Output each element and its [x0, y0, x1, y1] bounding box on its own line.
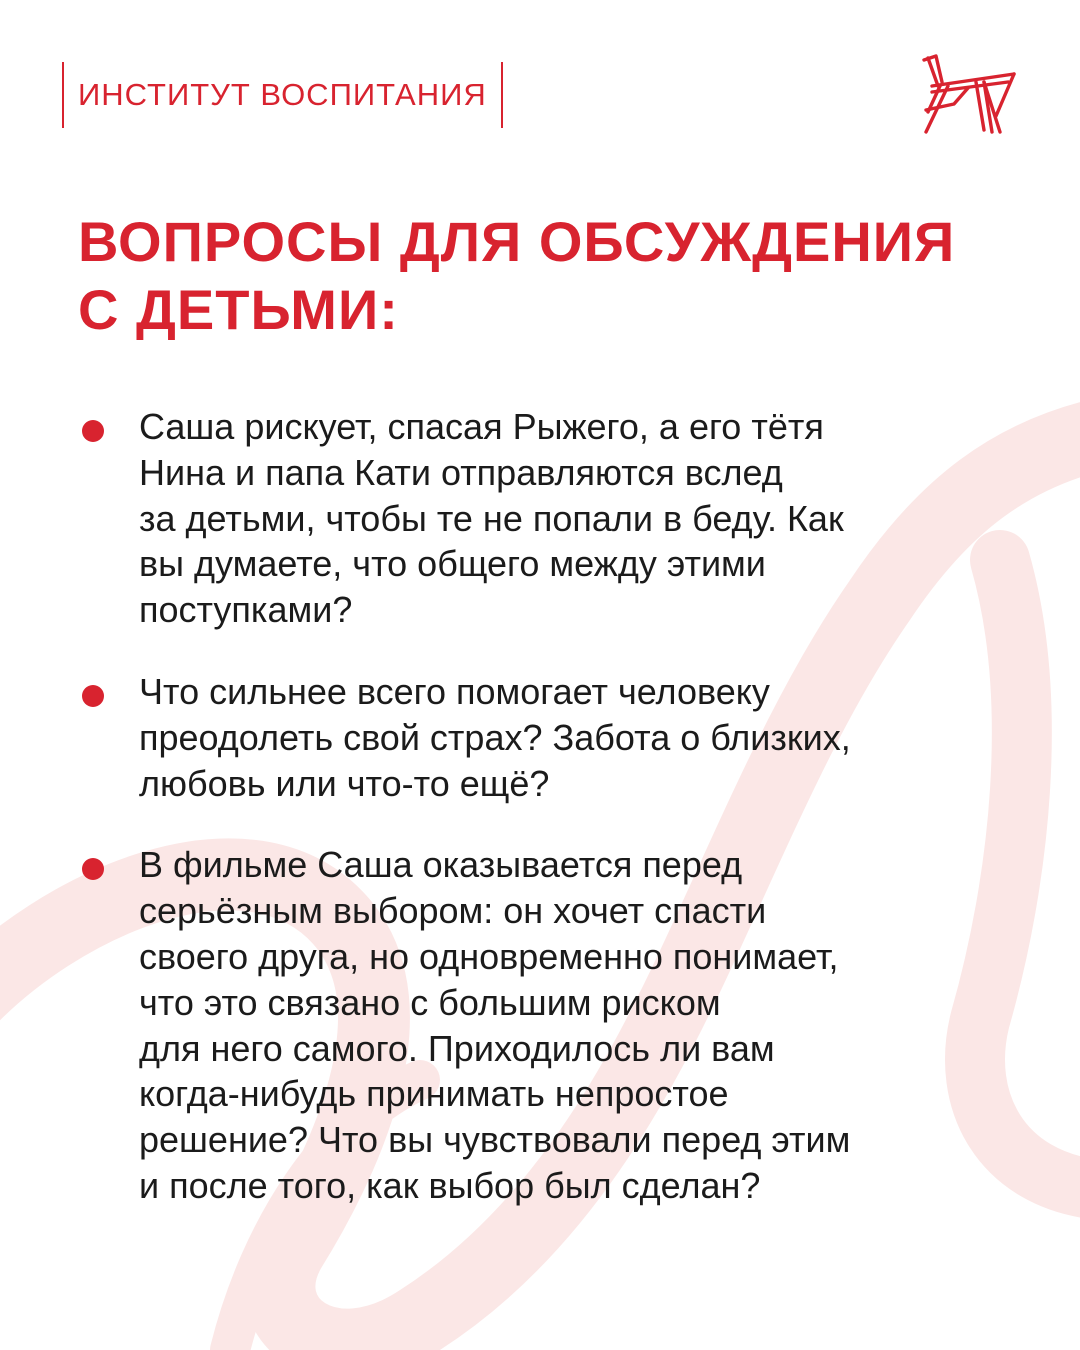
page-title: [78, 208, 1018, 344]
brand-divider-right: [501, 62, 503, 128]
bullet-dot-icon: [82, 685, 104, 707]
question-line: В фильме Саша оказывается перед: [139, 844, 743, 886]
brand-block: [62, 62, 503, 128]
title-line: С ДЕТЬМИ:: [78, 278, 399, 341]
question-line: вы думаете, что общего между этими: [139, 543, 766, 585]
question-line: преодолеть свой страх? Забота о близких,: [139, 716, 851, 758]
chair-horse-icon: [918, 52, 1020, 136]
question-line: своего друга, но одновременно понимает,: [139, 935, 839, 977]
brand-name: ИНСТИТУТ ВОСПИТАНИЯ: [78, 77, 487, 112]
bullet-dot-icon: [82, 420, 104, 442]
question-line: и после того, как выбор был сделан?: [139, 1164, 761, 1206]
question-line: поступками?: [139, 589, 353, 631]
question-line: для него самого. Приходилось ли вам: [139, 1027, 775, 1069]
question-item: [82, 404, 1002, 633]
bullet-dot-icon: [82, 858, 104, 880]
question-line: серьёзным выбором: он хочет спасти: [139, 890, 767, 932]
question-line: за детьми, чтобы те не попали в беду. Как: [139, 497, 844, 539]
question-item: [82, 842, 1002, 1208]
question-item: [82, 669, 1002, 806]
title-line: ВОПРОСЫ ДЛЯ ОБСУЖДЕНИЯ: [78, 210, 956, 273]
question-line: Саша рискует, спасая Рыжего, а его тётя: [139, 406, 824, 447]
question-line: любовь или что-то ещё?: [139, 762, 550, 804]
question-line: что это связано с большим риском: [139, 981, 721, 1023]
questions-list: [82, 404, 1002, 1245]
question-line: решение? Что вы чувствовали перед этим: [139, 1119, 851, 1161]
question-line: когда-нибудь принимать непростое: [139, 1073, 729, 1115]
question-line: Нина и папа Кати отправляются вслед: [139, 451, 783, 493]
question-line: Что сильнее всего помогает человеку: [139, 670, 770, 712]
